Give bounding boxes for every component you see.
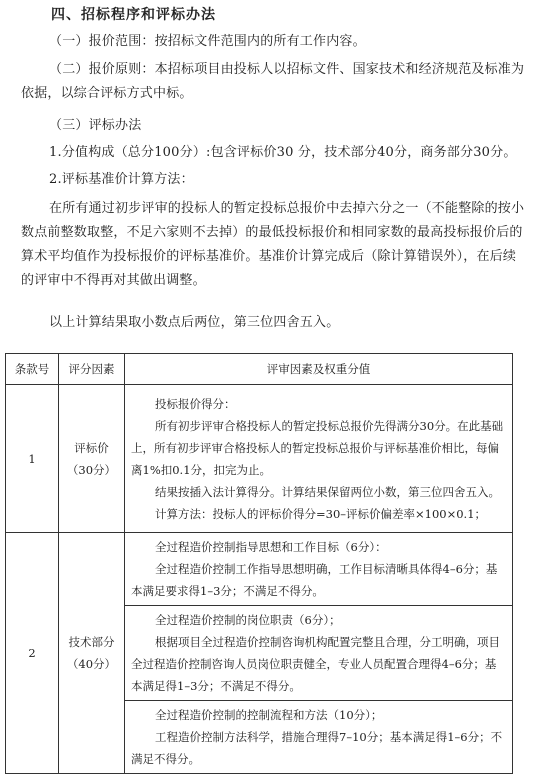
- paragraph-quote-principle: （二）报价原则：本招标项目由投标人以招标文件、国家技术和经济规范及标准为依据，以综合评标方式中标。: [21, 62, 525, 101]
- factor-points: （40分）: [66, 657, 117, 671]
- table-row: [6, 533, 513, 774]
- row-criteria: [125, 533, 513, 774]
- criteria-block: [125, 701, 512, 773]
- row-scoring-factor: [59, 533, 125, 774]
- header-clause-no: 条款号: [6, 354, 59, 385]
- criteria-line: 计算方法：投标人的评标价得分=30–评标价偏差率×100×0.1；: [155, 506, 487, 521]
- criteria-block: [125, 390, 512, 528]
- criteria-line: 全过程造价控制工作指导思想明确，工作目标清晰具体得4–6分；基本满足要求得1–3分；不满足不得分。: [131, 562, 498, 598]
- paragraph-score-composition: 1.分值构成（总分100分）:包含评标价30 分，技术部分40分，商务部分30分。: [49, 145, 517, 160]
- table-header-row: [6, 354, 513, 385]
- criteria-line: 所有初步评审合格投标人的暂定投标总报价先得满分30分。在此基础上，所有初步评审合格投标人的暂定投标总报价与评标基准价相比，每偏离1%扣0.1分，扣完为止。: [131, 418, 504, 477]
- criteria-line: 投标报价得分：: [155, 396, 236, 411]
- row-scoring-factor: [59, 385, 125, 533]
- factor-name: 技术部分: [68, 635, 115, 649]
- header-criteria-weight: 评审因素及权重分值: [125, 354, 513, 385]
- criteria-block: [125, 533, 512, 606]
- criteria-line: 全过程造价控制指导思想和工作目标（6分）：: [155, 540, 387, 554]
- row-clause-number: 2: [6, 533, 59, 774]
- paragraph-quote-scope: （一）报价范围：按招标文件范围内的所有工作内容。: [49, 34, 366, 49]
- criteria-line: 全过程造价控制的控制流程和方法（10分）；: [155, 708, 383, 722]
- table-row: [6, 385, 513, 533]
- header-scoring-factor: 评分因素: [59, 354, 125, 385]
- criteria-line: 全过程造价控制的岗位职责（6分）；: [155, 613, 341, 627]
- scoring-table: [5, 353, 513, 774]
- paragraph-benchmark-method: 在所有通过初步评审的投标人的暂定投标总报价中去掉六分之一（不能整除的按小数点前整数取整，不足六家则不去掉）的最低投标报价和相同家数的最高投标报价后的算术平均值作为投标报价的评标基准价。基准价计算完成后（除计算错误外），在后续的评审中不得再对其做出调整。: [21, 201, 525, 288]
- criteria-line: 结果按插入法计算得分。计算结果保留两位小数，第三位四舍五入。: [155, 484, 500, 499]
- criteria-block: [125, 606, 512, 701]
- row-clause-number: 1: [6, 385, 59, 533]
- paragraph-evaluation-method: （三）评标办法: [49, 118, 142, 133]
- criteria-line: 根据项目全过程造价控制咨询机构配置完整且合理，分工明确，项目全过程造价控制咨询人员岗位职责健全，专业人员配置合理得4–6分；基本满足得1–3分；不满足不得分。: [131, 635, 500, 693]
- criteria-line: 工程造价控制方法科学，措施合理得7–10分；基本满足得1–6分；不满足不得分。: [131, 730, 503, 766]
- factor-name: 评标价: [74, 440, 109, 455]
- paragraph-rounding-rule: 以上计算结果取小数点后两位，第三位四舍五入。: [49, 315, 340, 330]
- paragraph-benchmark-heading: 2.评标基准价计算方法：: [49, 172, 194, 187]
- factor-points: （30分）: [66, 462, 117, 477]
- row-criteria: [125, 385, 513, 533]
- section-title: 四、招标程序和评标办法: [51, 7, 216, 23]
